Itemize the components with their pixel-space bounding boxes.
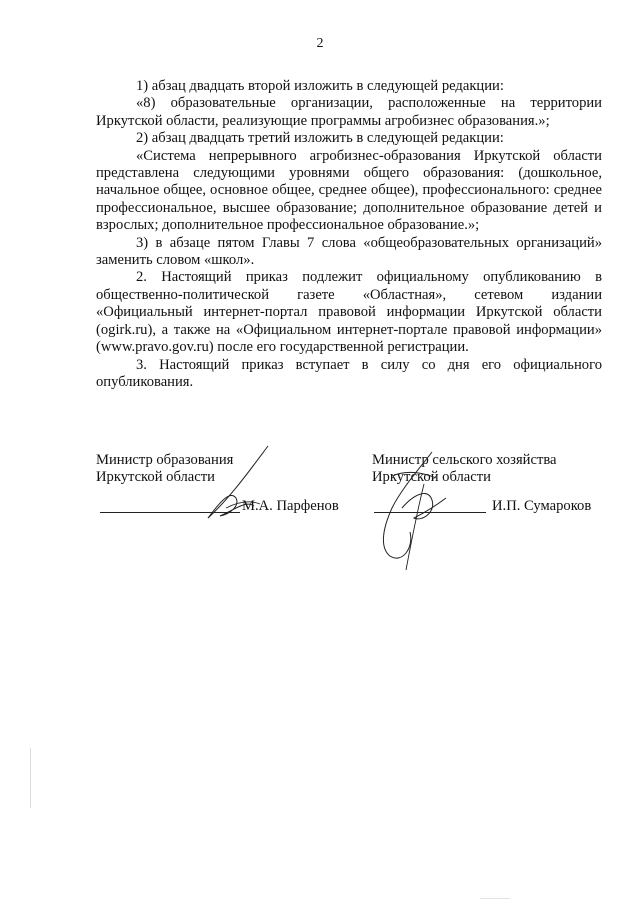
paragraph-quote-system: «Система непрерывного агробизнес-образования Иркутской области представлена следующими уровнями общего образования: (дошкольное, начальное общее, основное общее, среднее общее), профессионального: среднее профессиональное, высшее образование; дополнительное образование детей и взрослых; дополнительное профессиональное образование.»;: [96, 147, 602, 234]
paragraph-amend-22: 1) абзац двадцать второй изложить в следующей редакции:: [136, 78, 504, 94]
left-handwritten-signature: [190, 440, 280, 530]
left-title-line2: Иркутской области: [96, 469, 215, 486]
left-title-line1: Министр образования: [96, 452, 234, 468]
paragraph-amend-chapter-7: 3) в абзаце пятом Главы 7 слова «общеобразовательных организаций» заменить словом «школ».: [96, 234, 602, 269]
right-handwritten-signature: [362, 448, 472, 578]
paragraph-effective: 3. Настоящий приказ вступает в силу со дня его официального опубликования.: [96, 356, 602, 390]
paragraph-publication: 2. Настоящий приказ подлежит официальному опубликованию в общественно-политической газете «Областная», сетевом издании «Официальный интернет-портал правовой информации Иркутской области (ogirk.ru), а также на «Официальном интернет-портале правовой информации» (www.pravo.gov.ru) после его государственной регистрации.: [96, 269, 602, 356]
left-signatory-name: М.А. Парфенов: [242, 498, 339, 514]
scan-corner-mark: [480, 898, 510, 899]
scan-artifact-mark: [30, 748, 31, 808]
page-number: 2: [316, 36, 324, 51]
paragraph-amend-23: 2) абзац двадцать третий изложить в следующей редакции:: [136, 130, 504, 147]
right-title-line2: Иркутской области: [372, 469, 491, 486]
right-title-line1: Министр сельского хозяйства: [372, 452, 557, 468]
document-body: [96, 78, 602, 391]
right-signatory-name: И.П. Сумароков: [492, 498, 592, 514]
paragraph-quote-8: «8) образовательные организации, расположенные на территории Иркутской области, реализующие программы агробизнес образования.»;: [96, 95, 602, 129]
